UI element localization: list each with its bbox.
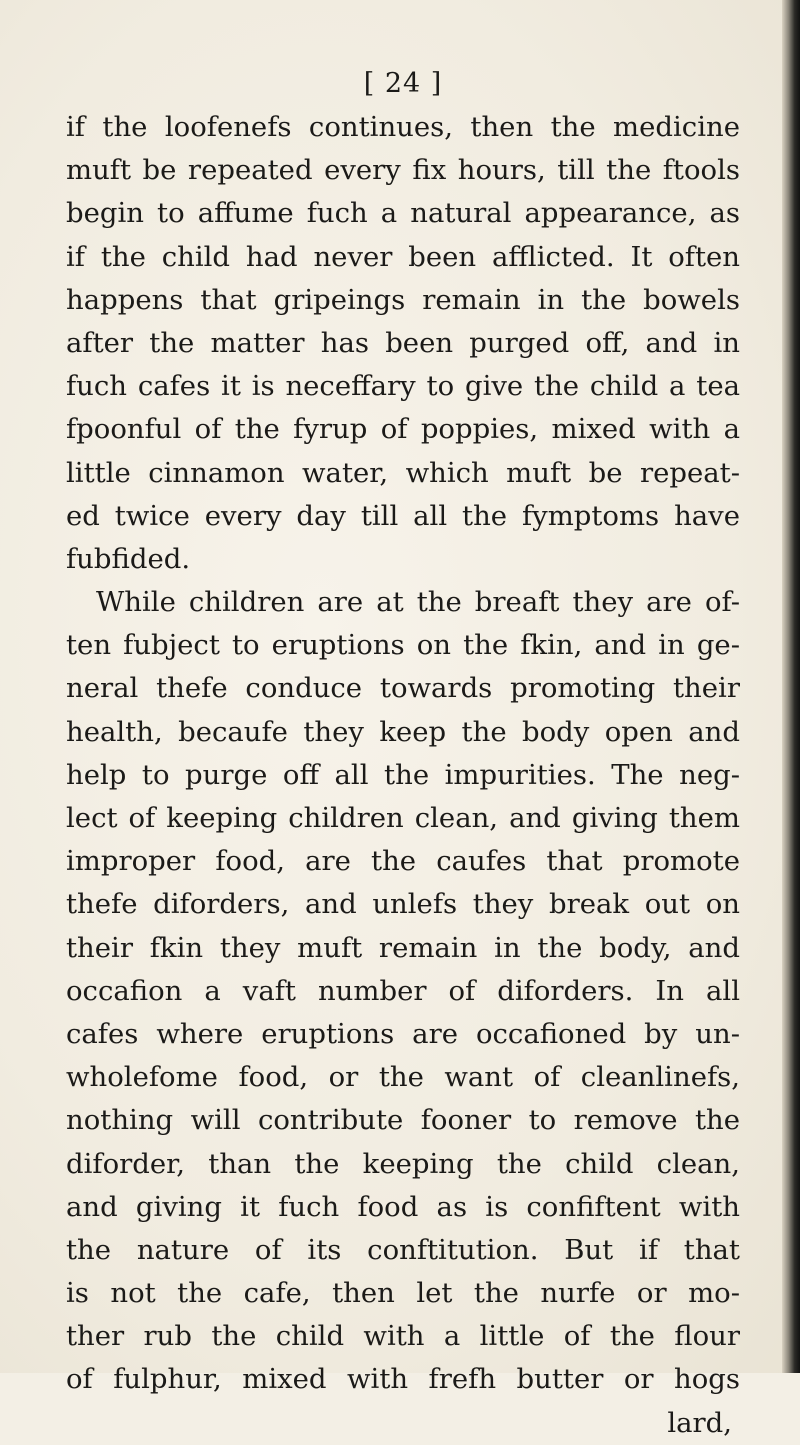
text-line: ten fubject to eruptions on the fkin, and in ge- [66, 629, 740, 662]
text-line: diforder, than the keeping the child clean, [66, 1147, 740, 1180]
text-line: their fkin they muft remain in the body, and [66, 931, 740, 964]
text-line: muft be repeated every fix hours, till the ftools [66, 154, 740, 187]
body-text [66, 106, 740, 1402]
text-line: occafion a vaft number of diforders. In all [66, 974, 740, 1007]
page-gutter-edge [782, 0, 800, 1373]
text-line: if the loofenefs continues, then the medicine [66, 111, 740, 143]
page-number-header: [ 24 ] [363, 68, 443, 99]
text-line: and giving it fuch food as is confiftent with [66, 1190, 740, 1223]
text-line: if the child had never been afflicted. It often [66, 240, 740, 273]
text-line: lect of keeping children clean, and giving them [66, 802, 740, 834]
text-line: neral thefe conduce towards promoting their [66, 672, 740, 705]
text-line: nothing will contribute fooner to remove the [66, 1104, 740, 1137]
text-line: happens that gripeings remain in the bowels [66, 283, 740, 316]
text-line: ther rub the child with a little of the flour [66, 1320, 740, 1353]
text-line: ed twice every day till all the fymptoms have [66, 499, 740, 532]
text-line: fuch cafes it is neceffary to give the child a tea [66, 370, 740, 403]
text-line: While children are at the breaft they are of- [96, 586, 740, 619]
text-line: after the matter has been purged off, and in [66, 326, 740, 359]
page-text-block [66, 62, 740, 1445]
text-line: wholefome food, or the want of cleanlinefs, [66, 1061, 740, 1094]
text-line: of fulphur, mixed with frefh butter or hogs [66, 1363, 740, 1396]
text-line: the nature of its conftitution. But if that [66, 1233, 740, 1266]
text-line: is not the cafe, then let the nurfe or mo- [66, 1277, 740, 1310]
text-line: fubfided. [66, 542, 191, 575]
text-line: begin to affume fuch a natural appearance, as [66, 197, 740, 230]
text-line: health, becaufe they keep the body open and [66, 715, 740, 748]
text-line: fpoonful of the fyrup of poppies, mixed with a [66, 413, 740, 446]
text-line: little cinnamon water, which muft be repeat- [66, 456, 740, 489]
text-line: cafes where eruptions are occafioned by un- [66, 1017, 740, 1050]
text-line: improper food, are the caufes that promote [66, 845, 740, 878]
text-line: thefe diforders, and unlefs they break out on [66, 888, 740, 921]
catchword: lard, [667, 1406, 732, 1439]
text-line: help to purge off all the impurities. The neg- [66, 758, 740, 791]
